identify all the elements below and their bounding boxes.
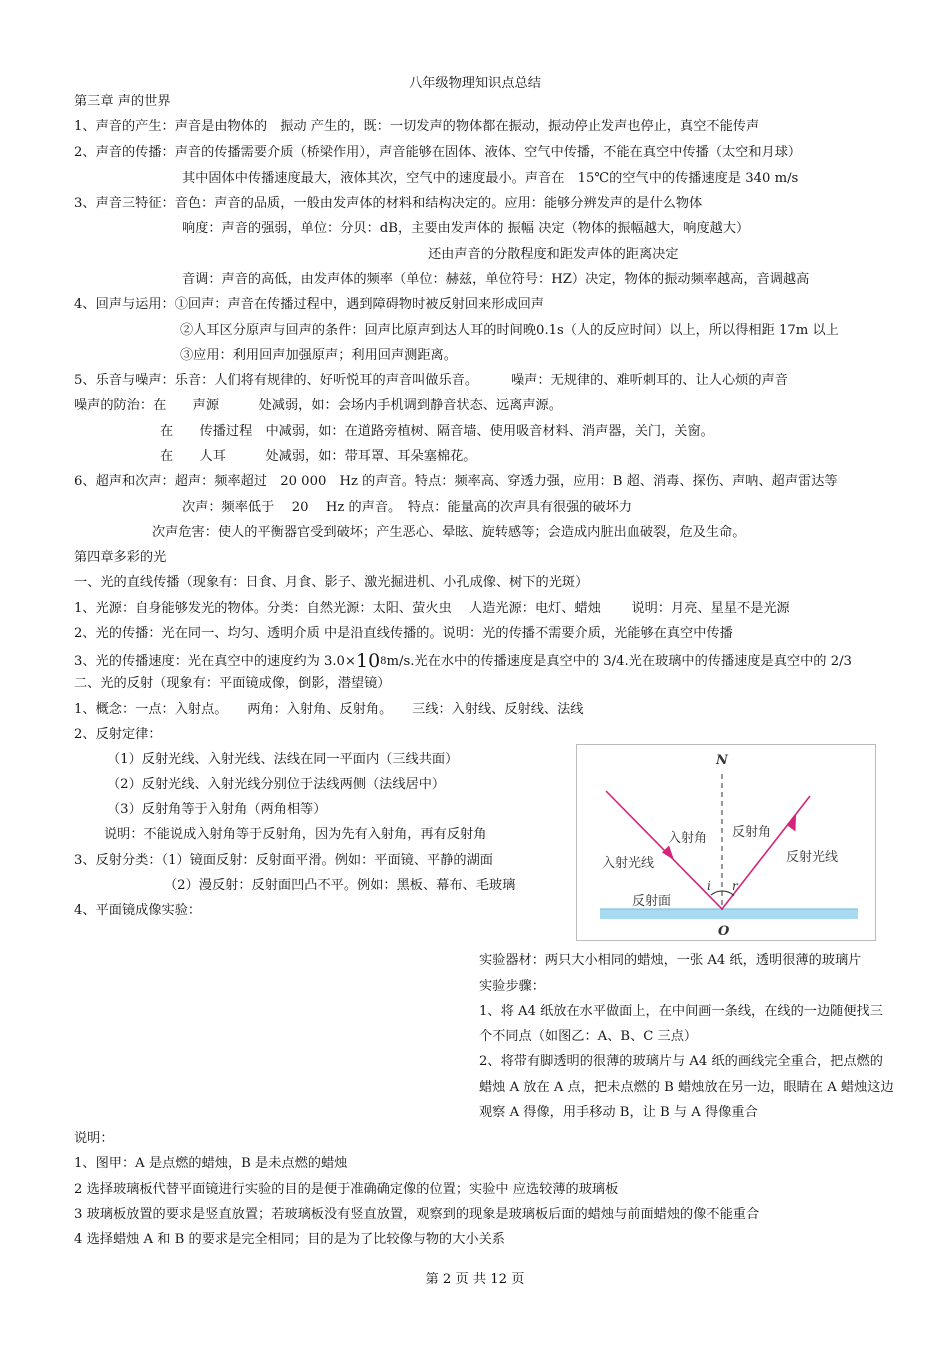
text-line: 第三章 声的世界	[74, 94, 171, 109]
angle-i-label: i	[707, 879, 711, 893]
text-line: （2）漫反射：反射面凹凸不平。例如：黑板、幕布、毛玻璃	[164, 878, 516, 893]
text-line: 3 玻璃板放置的要求是竖直放置；若玻璃板没有竖直放置，观察到的现象是玻璃板后面的蜡烛与前面蜡烛的像不能重合	[74, 1207, 760, 1222]
light-speed-prefix: 3、光的传播速度：光在真空中的速度约为 3.0×	[74, 654, 356, 669]
text-line: 2 选择玻璃板代替平面镜进行实验的目的是便于准确确定像的位置；实验中 应选较薄的玻璃板	[74, 1182, 619, 1197]
text-line: 5、乐音与噪声：乐音：人们将有规律的、好听悦耳的声音叫做乐音。 噪声：无规律的、难听刺耳的、让人心烦的声音	[74, 373, 788, 388]
text-line: 个不同点（如图乙：A、B、C 三点）	[479, 1029, 698, 1044]
text-line: 在 人耳 处减弱，如：带耳罩、耳朵塞棉花。	[160, 449, 477, 464]
text-line: 还由声音的分散程度和距发声体的距离决定	[428, 247, 679, 262]
text-line: 2、反射定律：	[74, 727, 162, 742]
text-line: 第四章多彩的光	[74, 550, 167, 565]
text-line: 1、概念：一点：入射点。 两角：入射角、反射角。 三线：入射线、反射线、法线	[74, 702, 584, 717]
text-line: （1）反射光线、入射光线、法线在同一平面内（三线共面）	[107, 752, 459, 767]
text-line: 说明：不能说成入射角等于反射角，因为先有入射角，再有反射角	[104, 827, 487, 842]
text-line: 次声危害：使人的平衡器官受到破坏；产生恶心、晕眩、旋转感等；会造成内脏出血破裂，危及生命。	[152, 525, 746, 540]
text-line: 音调：声音的高低，由发声体的频率（单位：赫兹，单位符号：HZ）决定，物体的振动频率越高，音调越高	[182, 272, 810, 287]
text-line: （2）反射光线、入射光线分别位于法线两侧（法线居中）	[107, 777, 446, 792]
page-footer: 第 2 页 共 12 页	[425, 1272, 525, 1287]
text-line: 3、声音三特征：音色：声音的品质，一般由发声体的材料和结构决定的。应用：能够分辨发声的是什么物体	[74, 196, 703, 211]
angle-r-label: r	[732, 879, 738, 893]
text-line: 噪声的防治：在 声源 处减弱，如：会场内手机调到静音状态、远离声源。	[74, 398, 562, 413]
text-line: 一、光的直线传播（现象有：日食、月食、影子、激光掘进机、小孔成像、树下的光斑）	[74, 575, 589, 590]
reflection-diagram	[576, 744, 876, 941]
reflected-ray-label: 反射光线	[786, 850, 839, 865]
text-line: 实验步骤：	[479, 979, 545, 994]
light-speed-suffix: m/s.光在水中的传播速度是真空中的 3/4.光在玻璃中的传播速度是真空中的 2/3	[386, 654, 852, 669]
text-line: 4、回声与运用：①回声：声音在传播过程中，遇到障碍物时被反射回来形成回声	[74, 297, 544, 312]
text-line: 1、将 A4 纸放在水平做面上，在中间画一条线，在线的一边随便找三	[479, 1004, 883, 1019]
light-speed-exponent: 8	[380, 656, 387, 667]
text-line: ②人耳区分原声与回声的条件：回声比原声到达人耳的时间晚0.1s（人的反应时间）以上，所以得相距 17m 以上	[180, 323, 839, 338]
text-line: 2、声音的传播：声音的传播需要介质（桥梁作用），声音能够在固体、液体、空气中传播，不能在真空中传播（太空和月球）	[74, 145, 802, 160]
text-line: 2、将带有脚透明的很薄的玻璃片与 A4 纸的画线完全重合，把点燃的	[479, 1054, 883, 1069]
light-speed-base: 10	[355, 650, 381, 672]
text-line: 二、光的反射（现象有：平面镜成像，倒影，潜望镜）	[74, 676, 391, 691]
document-title: 八年级物理知识点总结	[409, 76, 541, 91]
text-line: 1、图甲：A 是点燃的蜡烛，B 是未点燃的蜡烛	[74, 1156, 348, 1171]
surface-label: 反射面	[632, 894, 672, 909]
origin-label: O	[718, 924, 730, 939]
text-line: 实验器材：两只大小相同的蜡烛，一张 A4 纸，透明很薄的玻璃片	[479, 953, 862, 968]
text-line: 观察 A 得像，用手移动 B，让 B 与 A 得像重合	[479, 1105, 758, 1120]
text-line: 在 传播过程 中减弱，如：在道路旁植树、隔音墙、使用吸音材料、消声器，关门，关窗。	[160, 424, 714, 439]
text-line: 响度：声音的强弱，单位：分贝：dB，主要由发声体的 振幅 决定（物体的振幅越大，响度越大）	[182, 221, 750, 236]
text-line: 6、超声和次声：超声：频率超过 20 000 Hz 的声音。特点：频率高、穿透力强，应用：B 超、消毒、探伤、声呐、超声雷达等	[74, 474, 838, 489]
text-line: 2、光的传播：光在同一、均匀、透明介质 中是沿直线传播的。说明：光的传播不需要介质，光能够在真空中传播	[74, 626, 733, 641]
text-line: 其中固体中传播速度最大，液体其次，空气中的速度最小。声音在 15℃的空气中的传播速度是 340 m/s	[182, 171, 799, 186]
text-line: 说明：	[74, 1131, 114, 1146]
text-line-light-speed	[74, 650, 852, 672]
text-line: （3）反射角等于入射角（两角相等）	[107, 802, 327, 817]
text-line: ③应用：利用回声加强原声；利用回声测距离。	[180, 348, 457, 363]
text-line: 蜡烛 A 放在 A 点，把未点燃的 B 蜡烛放在另一边，眼睛在 A 蜡烛这边	[479, 1080, 894, 1095]
reflecting-surface	[600, 909, 858, 919]
incident-angle-label: 入射角	[668, 831, 708, 846]
normal-label: N	[716, 753, 728, 768]
text-line: 1、光源：自身能够发光的物体。分类：自然光源：太阳、萤火虫 人造光源：电灯、蜡烛 说明：月亮、星星不是光源	[74, 601, 790, 616]
text-line: 4 选择蜡烛 A 和 B 的要求是完全相同；目的是为了比较像与物的大小关系	[74, 1232, 505, 1247]
text-line: 1、声音的产生：声音是由物体的 振动 产生的，既：一切发声的物体都在振动，振动停止发声也停止，真空不能传声	[74, 119, 760, 134]
reflect-angle-label: 反射角	[732, 825, 772, 840]
incident-ray-label: 入射光线	[602, 856, 655, 871]
text-line: 次声：频率低于 20 Hz 的声音。 特点：能量高的次声具有很强的破坏力	[182, 500, 633, 515]
text-line: 4、平面镜成像实验：	[74, 903, 202, 918]
text-line: 3、反射分类：（1）镜面反射：反射面平滑。例如：平面镜、平静的湖面	[74, 853, 493, 868]
